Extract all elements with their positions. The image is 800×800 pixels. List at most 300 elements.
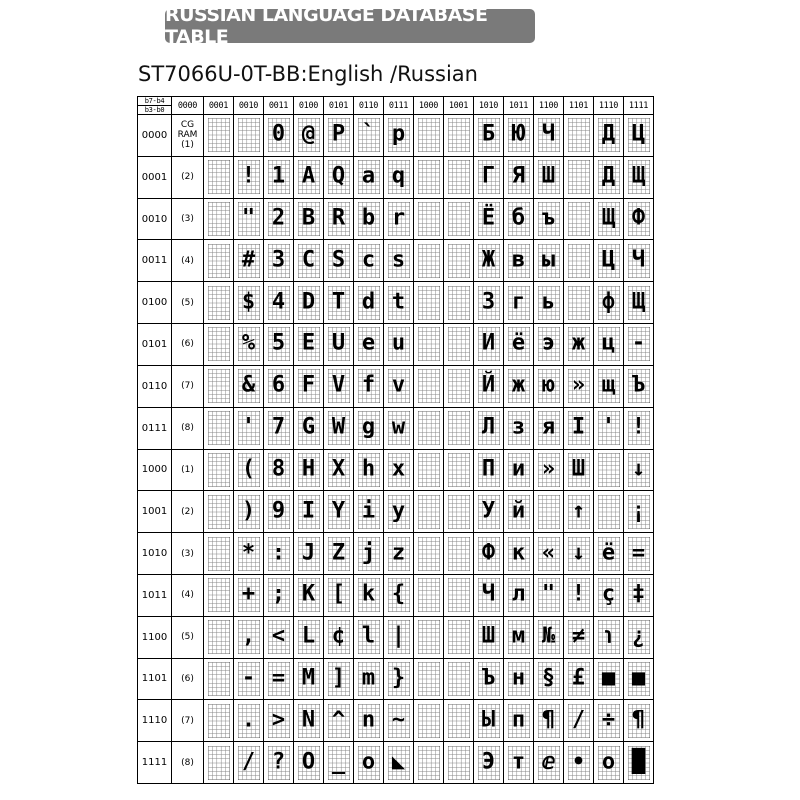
glyph-cell [564,407,594,449]
glyph-cell [354,198,384,240]
glyph-cell [504,240,534,282]
glyph: Г [481,163,496,189]
glyph-cell [294,365,324,407]
glyph-cell [264,700,294,742]
glyph-cell [264,658,294,700]
glyph-cell [534,365,564,407]
glyph-cell [384,533,414,575]
glyph: Д [601,163,616,189]
glyph: | [391,623,406,649]
glyph-cell [354,616,384,658]
glyph-cell [204,449,234,491]
row-code: 0111 [138,407,172,449]
glyph-cell [624,742,654,784]
column-header: 1011 [504,97,534,115]
glyph: » [571,372,586,398]
glyph: Ч [481,581,496,607]
glyph-cell [324,574,354,616]
glyph: . [241,707,256,733]
glyph-cell [504,700,534,742]
glyph-cell [354,700,384,742]
glyph-cell [204,282,234,324]
glyph-cell [474,491,504,533]
glyph: Й [481,372,496,398]
glyph-cell [354,491,384,533]
glyph: E [301,330,316,356]
glyph: ◣ [391,749,406,775]
glyph-cell [354,115,384,157]
glyph-cell [564,491,594,533]
glyph-cell [534,700,564,742]
glyph-cell [264,282,294,324]
glyph: Ъ [481,665,496,691]
glyph-cell [534,407,564,449]
glyph: : [271,540,286,566]
table-row [138,700,654,742]
glyph-cell [414,491,444,533]
glyph-cell [204,365,234,407]
glyph: e [361,330,376,356]
glyph: l [361,623,376,649]
glyph-cell [384,658,414,700]
cg-ram-label: (1) [172,449,204,491]
glyph: > [271,707,286,733]
glyph-cell [624,574,654,616]
glyph-cell [594,365,624,407]
glyph-cell [264,616,294,658]
row-code: 1011 [138,574,172,616]
table-row [138,574,654,616]
glyph: 0 [271,121,286,147]
glyph-cell [504,156,534,198]
glyph-cell [264,449,294,491]
glyph: L [301,623,316,649]
column-header: 1000 [414,97,444,115]
glyph-cell [264,533,294,575]
glyph-cell [624,365,654,407]
glyph: ^ [331,707,346,733]
cg-ram-label: (4) [172,574,204,616]
glyph-cell [594,491,624,533]
glyph-cell [444,156,474,198]
glyph: Ъ [631,372,646,398]
glyph: N [301,707,316,733]
glyph-cell [564,156,594,198]
glyph: 2 [271,205,286,231]
glyph: n [361,707,376,733]
glyph-cell [474,365,504,407]
glyph-cell [384,324,414,366]
glyph: M [301,665,316,691]
table-row [138,449,654,491]
glyph-cell [414,282,444,324]
glyph-cell [564,282,594,324]
glyph: о [601,749,616,775]
glyph: A [301,163,316,189]
column-header: 0111 [384,97,414,115]
glyph: a [361,163,376,189]
row-code: 1001 [138,491,172,533]
glyph: r [391,205,406,231]
glyph-cell [324,156,354,198]
glyph: 1 [271,163,286,189]
glyph-cell [534,115,564,157]
glyph: B [301,205,316,231]
glyph: й [511,498,526,524]
glyph: q [391,163,406,189]
glyph-cell [294,742,324,784]
glyph-cell [504,407,534,449]
glyph: C [301,247,316,273]
glyph-cell [264,574,294,616]
glyph-cell [234,324,264,366]
glyph: § [541,665,556,691]
glyph-cell [204,742,234,784]
glyph: Ё [481,205,496,231]
glyph: ) [241,498,256,524]
glyph: ~ [391,707,406,733]
glyph-cell [564,449,594,491]
glyph-cell [324,198,354,240]
glyph: к [511,540,526,566]
row-code: 0010 [138,198,172,240]
glyph-cell [234,700,264,742]
glyph-cell [624,198,654,240]
glyph: ↑ [571,498,586,524]
glyph-cell [414,533,444,575]
glyph: Ф [481,540,496,566]
glyph-cell [324,449,354,491]
glyph: X [331,456,346,482]
glyph-cell [444,616,474,658]
glyph: k [361,581,376,607]
glyph: y [391,498,406,524]
glyph: P [331,121,346,147]
glyph: / [241,749,256,775]
glyph-cell [384,282,414,324]
cg-ram-label: (2) [172,156,204,198]
glyph-cell [474,198,504,240]
glyph-cell [444,115,474,157]
glyph: £ [571,665,586,691]
glyph: ↓ [631,456,646,482]
glyph: x [391,456,406,482]
table-row [138,407,654,449]
glyph-cell [354,156,384,198]
glyph-cell [324,742,354,784]
glyph-cell [324,282,354,324]
glyph-cell [624,449,654,491]
glyph-cell [504,658,534,700]
glyph-cell [414,240,444,282]
cg-ram-label: (6) [172,324,204,366]
glyph-cell [414,574,444,616]
glyph-cell [534,616,564,658]
glyph-cell [264,198,294,240]
glyph-cell [294,407,324,449]
table-row [138,365,654,407]
glyph-cell [534,449,564,491]
glyph-cell [624,491,654,533]
glyph: H [301,456,316,482]
glyph-cell [204,115,234,157]
glyph: Ш [571,456,586,482]
glyph-cell [444,198,474,240]
glyph-cell [204,616,234,658]
glyph: v [391,372,406,398]
glyph-cell [294,491,324,533]
table-row [138,115,654,157]
glyph-cell [354,449,384,491]
glyph-cell [594,324,624,366]
glyph: G [301,414,316,440]
cg-ram-label: (5) [172,616,204,658]
glyph: O [301,749,316,775]
glyph-cell [354,574,384,616]
glyph: F [301,372,316,398]
glyph-cell [264,324,294,366]
glyph-cell [384,616,414,658]
glyph: Щ [601,205,616,231]
glyph-cell [324,407,354,449]
glyph-cell [564,742,594,784]
glyph-cell [294,240,324,282]
glyph-cell [204,198,234,240]
glyph-cell [294,449,324,491]
glyph-cell [204,156,234,198]
glyph: н [511,665,526,691]
row-code: 1110 [138,700,172,742]
glyph: $ [241,289,256,315]
glyph-cell [234,533,264,575]
glyph-cell [624,115,654,157]
cg-ram-label: (2) [172,491,204,533]
glyph: Щ [631,163,646,189]
column-header: 1110 [594,97,624,115]
row-code: 0001 [138,156,172,198]
glyph-cell [504,533,534,575]
cg-ram-label: (6) [172,658,204,700]
glyph-cell [594,742,624,784]
glyph-cell [474,156,504,198]
glyph-cell [414,365,444,407]
glyph: i [361,498,376,524]
glyph-cell [564,365,594,407]
glyph-cell [384,742,414,784]
glyph-cell [474,282,504,324]
glyph-cell [204,407,234,449]
glyph-cell [594,282,624,324]
column-header: 1001 [444,97,474,115]
glyph-cell [594,533,624,575]
glyph-cell [384,115,414,157]
glyph: Я [511,163,526,189]
glyph: f [361,372,376,398]
glyph-cell [294,115,324,157]
glyph: # [241,247,256,273]
glyph-cell [354,742,384,784]
glyph: Ш [481,623,496,649]
glyph-cell [384,156,414,198]
glyph: м [511,623,526,649]
glyph: W [331,414,346,440]
glyph: Ж [481,247,496,273]
glyph: 5 [271,330,286,356]
glyph-cell [534,742,564,784]
glyph-cell [504,198,534,240]
row-code: 0000 [138,115,172,157]
glyph: ы [541,247,556,273]
glyph: г [511,289,526,315]
glyph-cell [594,658,624,700]
glyph: * [241,540,256,566]
glyph-cell [264,407,294,449]
cg-ram-label: (8) [172,407,204,449]
cg-ram-label: (7) [172,365,204,407]
glyph-cell [354,324,384,366]
row-code: 0110 [138,365,172,407]
glyph-cell [444,574,474,616]
glyph: T [331,289,346,315]
glyph-cell [624,533,654,575]
glyph-cell [564,658,594,700]
glyph: t [391,289,406,315]
glyph-cell [474,574,504,616]
bit-corner-cell [138,97,172,115]
glyph-cell [354,282,384,324]
glyph-cell [564,700,594,742]
glyph: № [541,623,556,649]
glyph: ь [541,289,556,315]
glyph-cell [264,115,294,157]
glyph: p [391,121,406,147]
glyph-cell [444,491,474,533]
glyph: ю [541,372,556,398]
glyph: ! [631,414,646,440]
glyph-cell [384,574,414,616]
glyph-cell [504,115,534,157]
glyph: • [571,749,586,775]
glyph: Щ [631,289,646,315]
glyph-cell [414,616,444,658]
glyph-cell [414,700,444,742]
glyph-cell [474,700,504,742]
column-header: 0000 [172,97,204,115]
glyph: « [541,540,556,566]
glyph-cell [504,449,534,491]
glyph-cell [534,282,564,324]
glyph-cell [474,658,504,700]
glyph-cell [504,574,534,616]
glyph-cell [234,742,264,784]
glyph-cell [534,658,564,700]
glyph-cell [264,742,294,784]
glyph-cell [414,156,444,198]
column-header: 0100 [294,97,324,115]
glyph-cell [534,324,564,366]
table-row [138,198,654,240]
glyph: ' [241,414,256,440]
glyph-cell [324,365,354,407]
glyph: и [511,456,526,482]
glyph: g [361,414,376,440]
glyph-cell [204,240,234,282]
row-code: 1010 [138,533,172,575]
row-code: 1100 [138,616,172,658]
glyph-cell [384,240,414,282]
glyph-cell [234,115,264,157]
glyph-cell [444,449,474,491]
glyph: 8 [271,456,286,482]
glyph-cell [594,574,624,616]
glyph: = [631,540,646,566]
glyph-cell [264,240,294,282]
row-code: 0101 [138,324,172,366]
glyph: K [301,581,316,607]
glyph-cell [594,407,624,449]
glyph: ! [241,163,256,189]
glyph-cell [564,324,594,366]
glyph-cell [564,115,594,157]
glyph-cell [234,574,264,616]
glyph-cell [294,533,324,575]
glyph: Ю [511,121,526,147]
glyph: з [511,414,526,440]
glyph-cell [204,491,234,533]
glyph: Ч [631,247,646,273]
glyph: ¶ [631,707,646,733]
glyph-cell [444,407,474,449]
glyph: У [481,498,496,524]
column-header: 0001 [204,97,234,115]
glyph: ц [601,330,616,356]
glyph-cell [204,700,234,742]
glyph-cell [594,240,624,282]
glyph: щ [601,372,616,398]
glyph: ё [601,540,616,566]
glyph: _ [331,749,346,775]
glyph: т [511,749,526,775]
glyph: / [571,707,586,733]
glyph-cell [294,700,324,742]
glyph-cell [444,742,474,784]
glyph: R [331,205,346,231]
glyph-cell [324,616,354,658]
glyph: З [481,289,496,315]
cg-ram-label: CG RAM (1) [172,115,204,157]
glyph: Ш [541,163,556,189]
glyph: Б [481,121,496,147]
glyph-cell [384,198,414,240]
glyph: л [511,581,526,607]
glyph-cell [264,365,294,407]
glyph: ж [571,330,586,356]
glyph-cell [414,407,444,449]
glyph: ¢ [331,623,346,649]
glyph: Ф [631,205,646,231]
glyph-cell [444,533,474,575]
glyph-cell [414,658,444,700]
glyph-cell [594,616,624,658]
glyph: 6 [271,372,286,398]
glyph: h [361,456,376,482]
glyph: 7 [271,414,286,440]
glyph: Ц [631,121,646,147]
glyph-cell [414,198,444,240]
glyph: ( [241,456,256,482]
glyph-cell [624,616,654,658]
cg-ram-label: (7) [172,700,204,742]
